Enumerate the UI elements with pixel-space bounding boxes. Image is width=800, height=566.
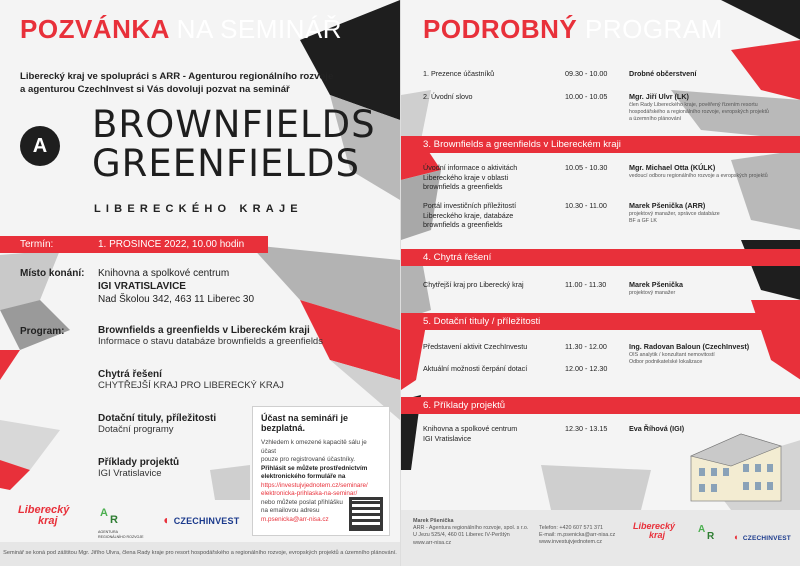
contact-col-1	[413, 518, 528, 547]
contact-col-2	[539, 525, 615, 547]
heading-light-word: PROGRAM	[584, 14, 723, 44]
speaker-block	[629, 201, 720, 225]
svg-text:R: R	[707, 531, 715, 540]
program-block-sub: Dotační programy	[98, 424, 174, 435]
item-line: IGI Vratislavice	[423, 433, 472, 443]
logo-text: kraj	[38, 515, 58, 527]
czechinvest-logo	[733, 527, 791, 545]
heading-light-word: NA SEMINÁŘ	[176, 14, 343, 44]
qr-code-icon[interactable]	[349, 497, 383, 531]
logo-text: kraj	[649, 530, 666, 540]
contact-email[interactable]: E-mail: m.psenicka@arr-nisa.cz	[539, 532, 616, 539]
logo-text: Liberecký	[633, 521, 676, 531]
registration-text: Vzhledem k omezené kapacitě sálu je účast	[261, 439, 367, 455]
schedule-speaker: Marek Pšenička (ARR)	[629, 201, 706, 210]
program-block-title: Dotační tituly, příležitosti	[98, 413, 217, 424]
speaker-block	[629, 92, 769, 123]
schedule-item	[423, 424, 517, 443]
schedule-speaker: Marek Pšenička	[629, 280, 683, 289]
registration-text: Přihlásit se můžete prostřednictvím	[261, 464, 368, 472]
building-illustration-icon	[681, 416, 791, 506]
title-line-1: BROWNFIELDS	[92, 103, 376, 146]
program-block-sub: IGI Vratislavice	[98, 468, 162, 479]
speaker-desc: BF a GF LK	[629, 217, 657, 224]
section-header: 5. Dotační tituly / příležitosti	[401, 313, 800, 330]
schedule-speaker: Eva Říhová (IGI)	[629, 424, 685, 433]
contact-phone: Telefon: +420 607 571 371	[539, 525, 603, 531]
schedule-time: 10.30 - 11.00	[565, 201, 607, 210]
program-label: Program:	[20, 326, 65, 337]
schedule-item: Představení aktivit CzechInvestu	[423, 342, 528, 351]
registration-text: nebo můžete poslat přihlášku	[261, 498, 343, 506]
place-line: IGI VRATISLAVICE	[98, 281, 186, 292]
place-line: Nad Školou 342, 463 11 Liberec 30	[98, 294, 255, 305]
program-block-sub: Informace o stavu databáze brownfields a greenfields	[98, 336, 323, 347]
schedule-time: 09.30 - 10.00	[565, 69, 608, 78]
schedule-time: 12.00 - 12.30	[565, 364, 608, 373]
program-block-title: Chytrá řešení	[98, 369, 162, 380]
speaker-desc: člen Rady Libereckého kraje, pověřený řízením resortu	[629, 101, 758, 108]
schedule-speaker: Mgr. Jiří Ulvr (LK)	[629, 92, 689, 101]
section-header: 3. Brownfields a greenfields v Libereckém kraji	[401, 136, 800, 153]
program-block	[98, 369, 358, 391]
place-line: Knihovna a spolkové centrum	[98, 268, 230, 279]
item-line: Libereckého kraje v oblasti	[423, 172, 509, 182]
program-block	[98, 325, 358, 347]
speaker-desc: Odbor podnikatelské lokalizace	[629, 358, 703, 365]
page-heading	[423, 14, 723, 45]
czechinvest-mark-icon: ◖	[733, 532, 739, 542]
item-line: Úvodní informace o aktivitách	[423, 163, 518, 172]
program-page	[400, 0, 800, 566]
registration-text: elektronického formuláře na	[261, 473, 346, 480]
speaker-desc: OIS analytik / konzultant nemovitostí	[629, 351, 715, 358]
contact-link[interactable]: www.investujvjednotem.cz	[539, 539, 602, 546]
heading-red-word: PODROBNÝ	[423, 14, 578, 44]
item-line: Knihovna a spolkové centrum	[423, 424, 518, 433]
schedule-item	[423, 201, 516, 230]
place-value	[98, 267, 254, 306]
liberecky-kraj-logo	[633, 522, 675, 540]
term-label: Termín:	[20, 239, 54, 250]
intro-line: Liberecký kraj ve spolupráci s ARR - Agenturou regionálního rozvoje	[20, 71, 334, 82]
schedule-time: 11.00 - 11.30	[565, 280, 607, 289]
speaker-block	[629, 280, 683, 297]
footnote-bar	[0, 542, 400, 566]
contact-line: ARR - Agentura regionálního rozvoje, spol. s r.o.	[413, 525, 529, 532]
arr-logo-icon	[98, 505, 122, 525]
program-block-title: Brownfields a greenfields v Libereckém kraji	[98, 325, 310, 336]
svg-text:A: A	[100, 507, 108, 519]
item-line: brownfields a greenfields	[423, 220, 503, 229]
registration-link[interactable]: https://investujvjednotem.cz/seminare/	[261, 481, 368, 489]
liberecky-kraj-logo	[18, 505, 69, 527]
logo-text: CZECHINVEST	[742, 535, 791, 542]
item-line: Portál investičních příležitostí	[423, 201, 517, 210]
speaker-desc: projektový manažer	[629, 289, 676, 296]
registration-text: pouze pro registrované účastníky.	[261, 456, 356, 463]
program-block-title: Příklady projektů	[98, 457, 180, 468]
schedule-time: 10.00 - 10.05	[565, 92, 608, 101]
heading-red-word: POZVÁNKA	[20, 14, 169, 44]
event-subtitle: LIBERECKÉHO KRAJE	[94, 203, 303, 215]
schedule-item: Chytřejší kraj pro Liberecký kraj	[423, 280, 524, 289]
speaker-desc: projektový manažer, správce databáze	[629, 210, 720, 217]
speaker-block	[629, 163, 768, 180]
contact-line: U Jezu 525/4, 460 01 Liberec IV-Perštýn	[413, 532, 510, 539]
place-label: Místo konání:	[20, 268, 85, 279]
schedule-speaker: Drobné občerstvení	[629, 69, 697, 78]
logo-text: CZECHINVEST	[173, 516, 240, 526]
item-line: Libereckého kraje, databáze	[423, 210, 514, 220]
registration-email-link[interactable]: m.psenicka@arr-nisa.cz	[261, 515, 329, 523]
schedule-time: 10.05 - 10.30	[565, 163, 608, 172]
term-bar	[0, 236, 268, 253]
logo-text: Liberecký	[18, 504, 70, 516]
arr-logo-icon	[697, 522, 719, 540]
schedule-speaker: Mgr. Michael Otta (KÚLK)	[629, 163, 716, 172]
schedule-item: 2. Úvodní slovo	[423, 92, 473, 101]
schedule-item: Aktuální možnosti čerpání dotací	[423, 364, 528, 373]
speaker-desc: vedoucí odboru regionálního rozvoje a evropských projektů	[629, 172, 768, 179]
intro-text	[20, 70, 390, 96]
schedule-time: 12.30 - 13.15	[565, 424, 608, 433]
svg-text:A: A	[698, 524, 706, 535]
intro-line: a agenturou CzechInvest si Vás dovoluji pozvat na seminář	[20, 84, 290, 95]
speaker-desc: hospodářského a regionálního rozvoje, evropských projektů	[629, 108, 769, 115]
schedule-item	[423, 163, 517, 192]
program-block-sub: CHYTŘEJŠÍ KRAJ PRO LIBERECKÝ KRAJ	[98, 380, 284, 391]
event-title	[92, 105, 376, 183]
registration-title: Účast na semináři je bezplatná.	[261, 413, 349, 433]
czechinvest-mark-icon: ◖	[162, 513, 170, 527]
speaker-desc: a územního plánování	[629, 115, 682, 122]
badge-letter: A	[20, 126, 60, 166]
item-line: brownfields a greenfields	[423, 182, 503, 191]
registration-box	[252, 406, 390, 536]
czechinvest-logo	[162, 511, 239, 529]
schedule-time: 11.30 - 12.00	[565, 342, 607, 351]
registration-link[interactable]: elektronicka-prihlaska-na-seminar/	[261, 490, 358, 497]
schedule-speaker: Ing. Radovan Baloun (CzechInvest)	[629, 342, 750, 351]
footnote-text: Seminář se koná pod záštitou Mgr. Jiřího Ulvra, člena Rady kraje pro resort hospodářského a regionálního rozvoje, evropských projektů a územního plánování.	[3, 550, 397, 556]
section-header: 4. Chytrá řešení	[401, 249, 800, 266]
arr-logo	[98, 505, 144, 539]
registration-text: na emailovou adresu	[261, 507, 320, 514]
speaker-block	[629, 342, 749, 366]
schedule-item: 1. Prezence účastníků	[423, 69, 495, 78]
svg-text:R: R	[110, 514, 118, 525]
arr-logo-text: AGENTURA REGIONÁLNÍHO ROZVOJE	[98, 530, 144, 539]
title-line-2: GREENFIELDS	[92, 142, 360, 185]
term-value: 1. PROSINCE 2022, 10.00 hodin	[98, 239, 245, 250]
section-header: 6. Příklady projektů	[401, 397, 800, 414]
contact-link[interactable]: www.arr-nisa.cz	[413, 539, 452, 546]
contact-name: Marek Pšenička	[413, 518, 454, 524]
page-heading	[20, 14, 342, 45]
